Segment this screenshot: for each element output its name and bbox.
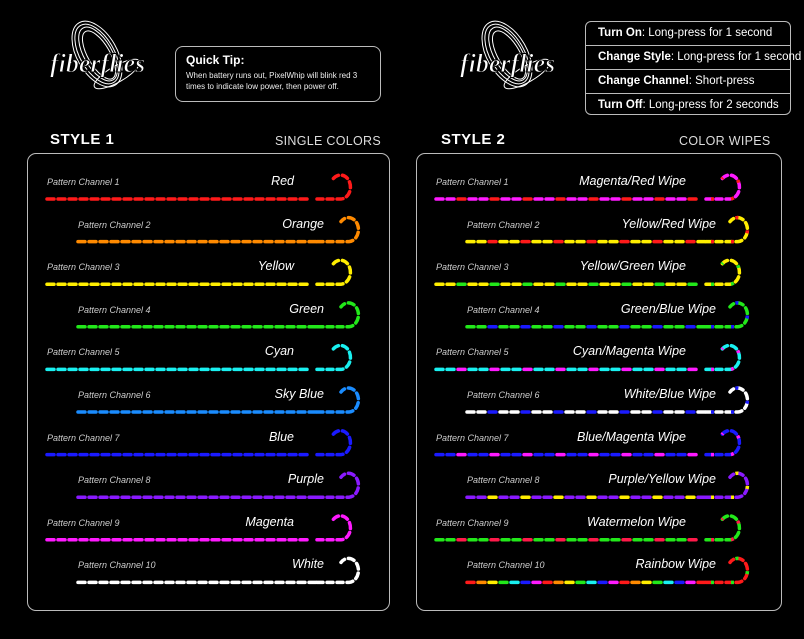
pattern-name: Yellow/Red Wipe bbox=[621, 216, 716, 231]
channel-label: Pattern Channel 2 bbox=[467, 219, 540, 230]
channel-label: Pattern Channel 7 bbox=[436, 432, 509, 443]
pattern-name: Watermelon Wipe bbox=[587, 514, 686, 529]
channel-label: Pattern Channel 9 bbox=[47, 517, 120, 528]
control-turn-on: Turn On: Long-press for 1 second bbox=[586, 22, 790, 46]
led-loop bbox=[317, 260, 350, 284]
pattern-name: Magenta bbox=[245, 514, 294, 529]
led-loop bbox=[317, 516, 350, 540]
pattern-name: Orange bbox=[282, 216, 324, 231]
led-loop bbox=[317, 431, 350, 455]
pattern-name: White bbox=[292, 557, 324, 572]
channel-label: Pattern Channel 4 bbox=[78, 304, 151, 315]
channel-label: Pattern Channel 1 bbox=[47, 177, 120, 187]
style2-title: STYLE 2 bbox=[441, 131, 506, 148]
pattern-name: Cyan/Magenta Wipe bbox=[572, 344, 686, 359]
pattern-name: Green bbox=[289, 301, 324, 316]
channel-label: Pattern Channel 10 bbox=[467, 560, 545, 571]
channel-label: Pattern Channel 9 bbox=[436, 517, 509, 528]
pattern-name: White/Blue Wipe bbox=[623, 387, 716, 401]
channel-label: Pattern Channel 8 bbox=[78, 475, 151, 486]
pattern-name: Red bbox=[271, 174, 294, 188]
channel-label: Pattern Channel 4 bbox=[467, 304, 540, 315]
control-turn-off: Turn Off: Long-press for 2 seconds bbox=[598, 99, 779, 111]
channel-label: Pattern Channel 8 bbox=[467, 475, 540, 486]
style1-subtitle: SINGLE COLORS bbox=[275, 134, 382, 148]
logo-text: fiberflies bbox=[50, 49, 146, 78]
control-change-channel: Change Channel: Short-press bbox=[586, 70, 790, 94]
channel-label: Pattern Channel 3 bbox=[436, 262, 509, 273]
quick-tip-line: When battery runs out, PixelWhip will blink red 3 bbox=[186, 71, 358, 80]
logo-text: fiberflies bbox=[460, 49, 556, 78]
pattern-name: Magenta/Red Wipe bbox=[579, 174, 686, 188]
pattern-name: Green/Blue Wipe bbox=[620, 301, 716, 316]
led-loop bbox=[317, 345, 350, 369]
pattern-name: Blue bbox=[268, 429, 294, 444]
channel-label: Pattern Channel 10 bbox=[78, 560, 156, 571]
control-change-style: Change Style: Long-press for 1 second bbox=[586, 46, 790, 70]
pattern-name: Yellow bbox=[257, 259, 294, 274]
style1-title: STYLE 1 bbox=[50, 131, 115, 148]
channel-label: Pattern Channel 1 bbox=[436, 177, 509, 187]
pattern-name: Rainbow Wipe bbox=[635, 557, 716, 572]
channel-label: Pattern Channel 2 bbox=[78, 219, 151, 230]
channel-label: Pattern Channel 6 bbox=[467, 390, 540, 400]
led-loop bbox=[317, 175, 350, 199]
pattern-name: Blue/Magenta Wipe bbox=[577, 429, 686, 444]
channel-label: Pattern Channel 5 bbox=[47, 347, 120, 358]
channel-label: Pattern Channel 5 bbox=[436, 347, 509, 358]
pattern-name: Purple/Yellow Wipe bbox=[608, 472, 716, 487]
pattern-name: Purple bbox=[287, 472, 324, 487]
quick-tip-line: times to indicate low power, then power off. bbox=[186, 82, 339, 91]
channel-label: Pattern Channel 3 bbox=[47, 262, 120, 273]
channel-label: Pattern Channel 6 bbox=[78, 390, 151, 400]
quick-tip-title: Quick Tip: bbox=[186, 53, 245, 67]
channel-label: Pattern Channel 7 bbox=[47, 432, 120, 443]
pattern-name: Yellow/Green Wipe bbox=[579, 259, 686, 274]
pattern-name: Cyan bbox=[264, 344, 294, 359]
style2-subtitle: COLOR WIPES bbox=[679, 134, 771, 148]
pattern-name: Sky Blue bbox=[274, 387, 324, 401]
